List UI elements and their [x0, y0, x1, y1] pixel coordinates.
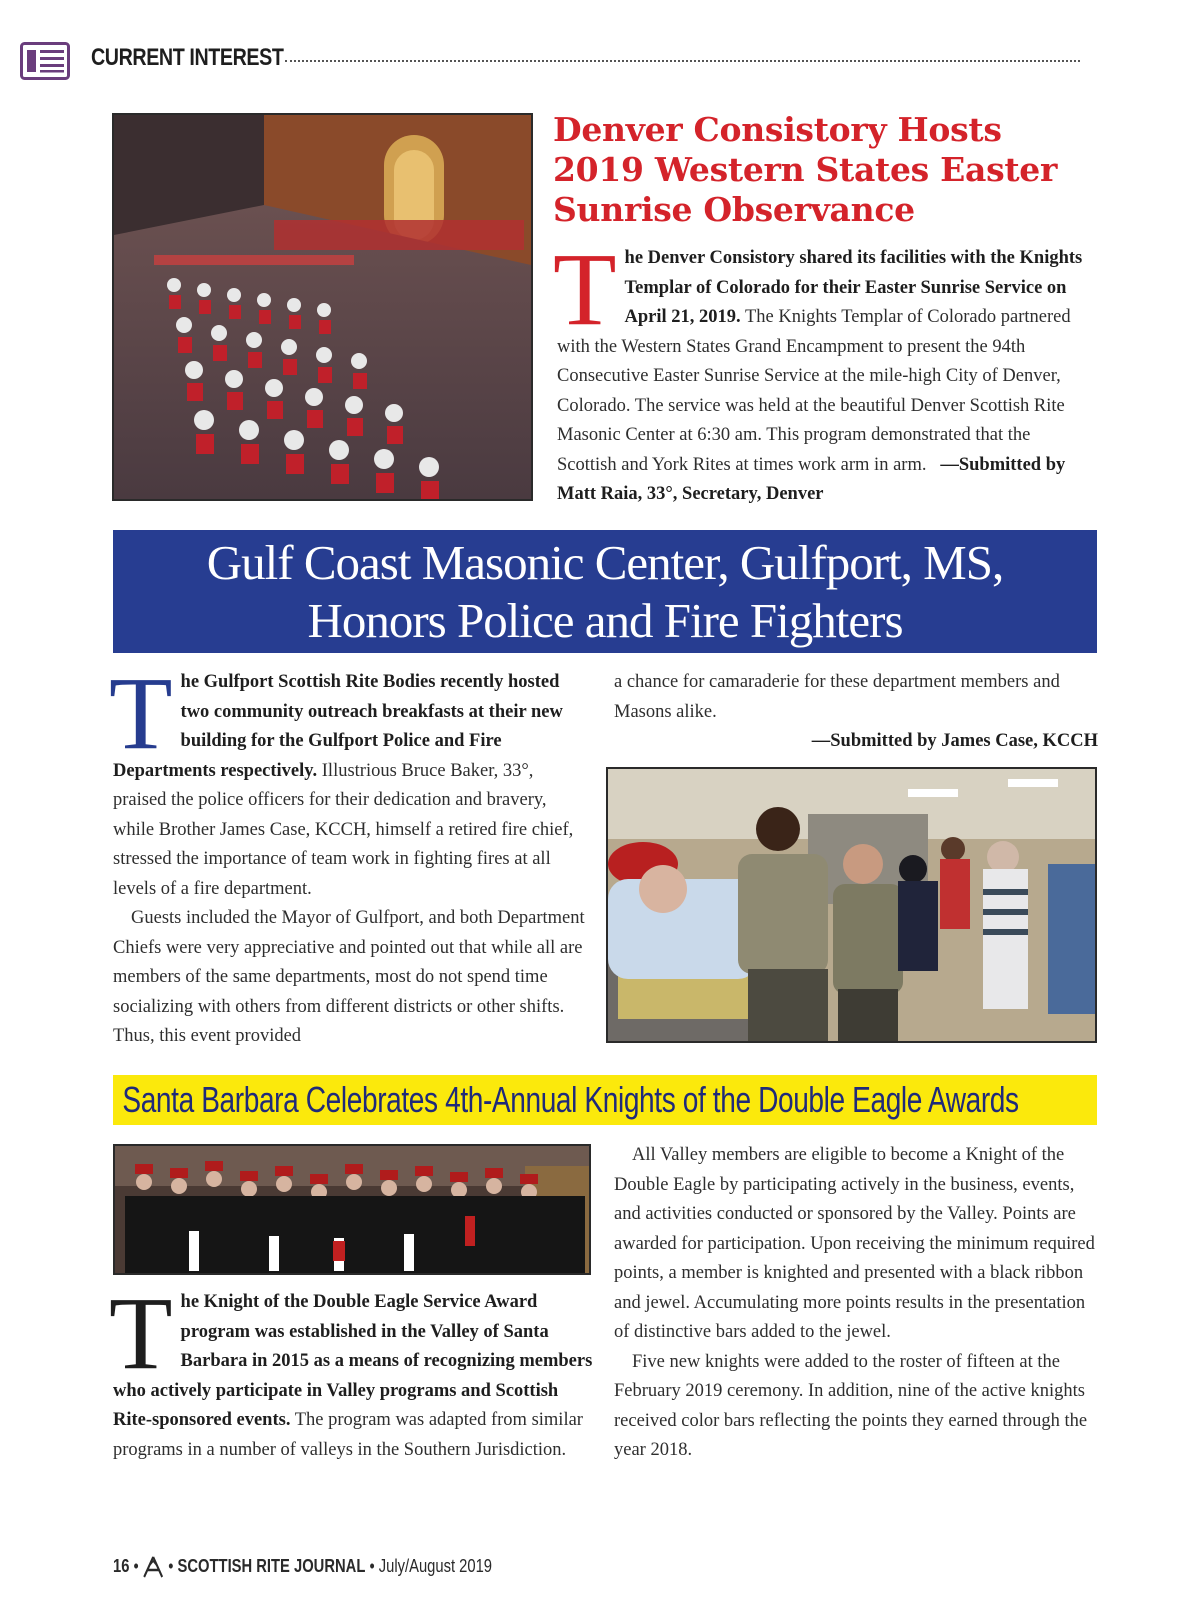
- gulfport-title-line2: Honors Police and Fire Fighters: [307, 592, 903, 648]
- dropcap-denver: T: [553, 232, 617, 347]
- body-text-gulfport-1: Illustrious Bruce Baker, 33°, praised the police officers for their dedication and bravery, while Brother James Case, KCCH, himself a retired fire chief, stressed the importance of team work in fighting fires at all levels of a fire department.: [113, 760, 574, 899]
- credit-gulfport: —Submitted by James Case, KCCH: [811, 731, 1098, 751]
- body-text-denver: The Knights Templar of Colorado partnered with the Western States Grand Encampment to present the 94th Consecutive Easter Sunrise Service at the mile-high City of Denver, Colorado. The service was held at the beautiful Denver Scottish Rite Masonic Center at 6:30 am. This program demonstrated that the Scottish and York Rites at times work arm in arm.: [557, 307, 1071, 475]
- body-text-santa-barbara-2: All Valley members are eligible to become a Knight of the Double Eagle by participating actively in the business, events, and activities conducted or sponsored by the Valley. Points are awarded for participation. Upon receiving the minimum required points, a member is knighted and presented with a black ribbon and jewel. Accumulating more points results in the presentation of distinctive bars added to the jewel.: [614, 1145, 1095, 1342]
- article-body-gulfport-left: [109, 656, 589, 1052]
- footer-bullet: •: [133, 1556, 139, 1576]
- body-text-gulfport-3: a chance for camaraderie for these department members and Masons alike.: [614, 672, 1060, 722]
- lead-text-denver: he Denver Consistory shared its facilities with the Knights Templar of Colorado for their Easter Sunrise Service on April 21, 2019.: [624, 248, 1083, 327]
- issue-date: July/August 2019: [378, 1556, 492, 1576]
- credit-denver: —Submitted by Matt Raia, 33°, Secretary, Denver: [557, 454, 1066, 504]
- article-title-denver: Denver Consistory Hosts 2019 Western States Easter Sunrise Observance: [553, 110, 1058, 229]
- page-number: 16: [113, 1556, 130, 1576]
- body-text-gulfport-2: Guests included the Mayor of Gulfport, and both Department Chiefs were very appreciative and pointed out that while all are members of the same departments, most do not spend time socializing with others from different districts or other shifts. Thus, this event provided: [113, 908, 585, 1046]
- compass-emblem-icon: [143, 1556, 164, 1578]
- body-text-santa-barbara-3: Five new knights were added to the roster of fifteen at the February 2019 ceremony. In addition, nine of the active knights received color bars reflecting the points they earned through the year 2018.: [614, 1351, 1088, 1460]
- page-footer: [113, 1556, 492, 1578]
- lead-text-gulfport: he Gulfport Scottish Rite Bodies recently hosted two community outreach breakfasts at their new building for the Gulfport Police and Fire Departments respectively.: [113, 672, 563, 781]
- dropcap-santa-barbara: T: [109, 1276, 173, 1391]
- footer-bullet-3: •: [369, 1556, 375, 1576]
- double-eagle-group-photo: [113, 1144, 591, 1275]
- article-body-denver: [553, 232, 1087, 510]
- article-title-gulfport: [113, 530, 1097, 653]
- header-divider: [285, 60, 1080, 62]
- article-body-santa-barbara-left: [109, 1276, 593, 1465]
- gulfport-title-line1: Gulf Coast Masonic Center, Gulfport, MS,: [206, 534, 1004, 590]
- dropcap-gulfport: T: [109, 656, 173, 771]
- gulfport-breakfast-photo: [606, 767, 1097, 1043]
- section-label: CURRENT INTEREST: [91, 44, 284, 71]
- newspaper-icon: [20, 42, 70, 80]
- footer-bullet-2: •: [168, 1556, 174, 1576]
- article-body-santa-barbara-right: [614, 1141, 1098, 1466]
- easter-service-photo: [112, 113, 533, 501]
- lead-text-santa-barbara: he Knight of the Double Eagle Service Award program was established in the Valley of Santa Barbara in 2015 as a means of recognizing members who actively participate in Valley programs and Scottish Rite-sponsored events.: [113, 1292, 593, 1430]
- article-title-santa-barbara: [113, 1075, 1097, 1125]
- body-text-santa-barbara-1: The program was adapted from similar programs in a number of valleys in the Southern Jurisdiction.: [113, 1410, 583, 1460]
- article-body-gulfport-right: [614, 668, 1098, 757]
- journal-name: SCOTTISH RITE JOURNAL: [177, 1556, 366, 1576]
- santa-barbara-title-text: Santa Barbara Celebrates 4th-Annual Knights of the Double Eagle Awards: [122, 1079, 1019, 1120]
